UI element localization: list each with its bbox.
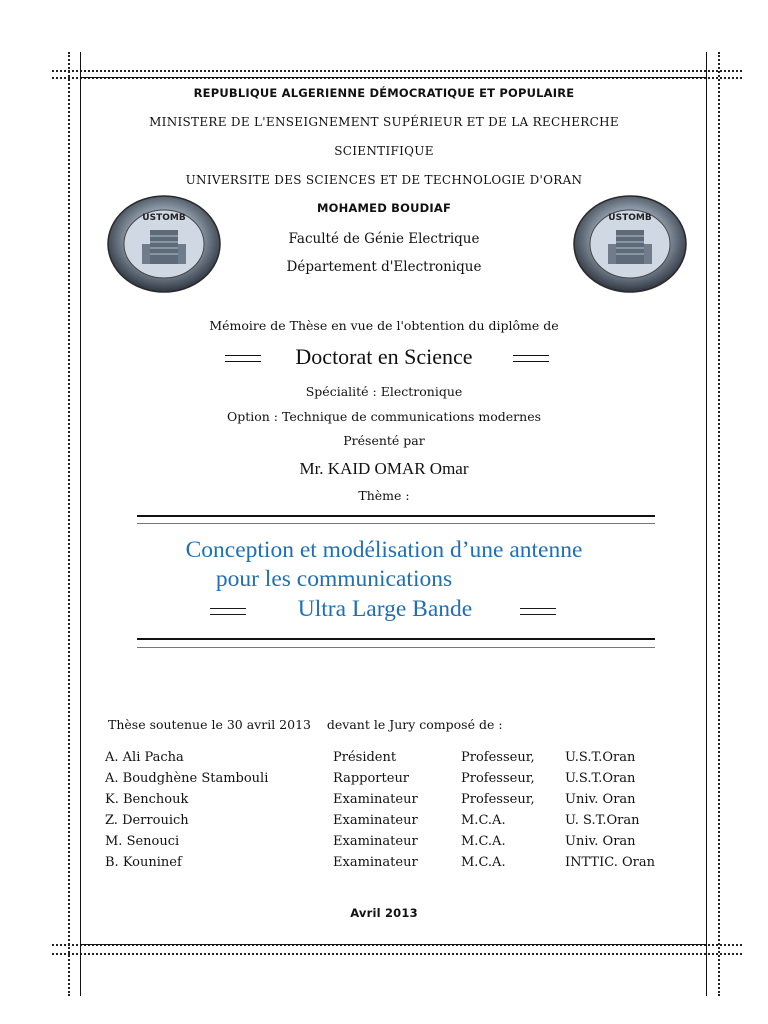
header-university-name: MOHAMED BOUDIAF <box>316 201 452 215</box>
defense-intro: Thèse soutenue le 30 avril 2013 devant le Jury composé de : <box>108 717 503 732</box>
jury-member-institution: U. S.T.Oran <box>565 813 640 828</box>
university-seal-left <box>106 194 222 294</box>
jury-member-institution: U.S.T.Oran <box>565 750 636 765</box>
frame-bottom-dotted-outer <box>52 953 742 955</box>
jury-member-role: Examinateur <box>333 834 418 849</box>
degree-title: Doctorat en Science <box>295 344 473 369</box>
jury-row <box>0 750 768 771</box>
author-name: Mr. KAID OMAR Omar <box>299 459 469 478</box>
title-rule-top-thin <box>137 523 655 524</box>
faculty-name: Faculté de Génie Electrique <box>288 231 480 247</box>
jury-member-role: Président <box>333 750 397 765</box>
header-ministry: MINISTERE DE L'ENSEIGNEMENT SUPÉRIEUR ET DE LA RECHERCHE <box>149 115 619 129</box>
thesis-title-line1: Conception et modélisation d’une antenne <box>185 537 583 563</box>
jury-member-institution: U.S.T.Oran <box>565 771 636 786</box>
jury-member-role: Examinateur <box>333 792 418 807</box>
frame-bottom-solid <box>80 944 707 945</box>
frame-top-dotted-outer <box>52 70 742 72</box>
jury-row <box>0 855 768 876</box>
jury-member-rank: Professeur, <box>461 792 535 807</box>
degree-right-ornament <box>513 355 549 362</box>
jury-row <box>0 792 768 813</box>
footer-date: Avril 2013 <box>350 906 418 920</box>
option: Option : Technique de communications modernes <box>226 409 542 424</box>
thesis-title-line3: Ultra Large Bande <box>297 596 473 622</box>
jury-member-rank: Professeur, <box>461 771 535 786</box>
jury-member-name: Z. Derrouich <box>105 813 189 828</box>
jury-member-rank: M.C.A. <box>461 813 506 828</box>
jury-member-rank: M.C.A. <box>461 855 506 870</box>
frame-top-solid <box>80 77 707 78</box>
title-right-ornament <box>520 608 556 615</box>
title-rule-bottom-thin <box>137 647 655 648</box>
title-rule-bottom <box>137 638 655 640</box>
department-name: Département d'Electronique <box>286 259 482 275</box>
jury-member-role: Examinateur <box>333 855 418 870</box>
jury-member-name: A. Ali Pacha <box>105 750 184 765</box>
jury-member-name: M. Senouci <box>105 834 180 849</box>
seal-right-text: USTOMB <box>608 213 652 223</box>
jury-row <box>0 813 768 834</box>
university-seal-right <box>572 194 688 294</box>
jury-member-institution: INTTIC. Oran <box>565 855 655 870</box>
jury-member-role: Examinateur <box>333 813 418 828</box>
speciality: Spécialité : Electronique <box>305 384 463 399</box>
jury-member-role: Rapporteur <box>333 771 410 786</box>
jury-member-institution: Univ. Oran <box>565 834 636 849</box>
header-republic: REPUBLIQUE ALGERIENNE DÉMOCRATIQUE ET POPULAIRE <box>193 86 575 100</box>
title-rule-top <box>137 515 655 517</box>
thesis-title-line2: pour les communications <box>215 566 453 592</box>
jury-member-name: A. Boudghène Stambouli <box>105 771 269 786</box>
jury-member-name: B. Kouninef <box>105 855 182 870</box>
jury-row <box>0 771 768 792</box>
theme-label: Thème : <box>358 488 410 503</box>
jury-member-rank: M.C.A. <box>461 834 506 849</box>
presented-by: Présenté par <box>343 433 425 448</box>
seal-left-text: USTOMB <box>142 213 186 223</box>
jury-member-institution: Univ. Oran <box>565 792 636 807</box>
jury-row <box>0 834 768 855</box>
jury-member-rank: Professeur, <box>461 750 535 765</box>
jury-member-name: K. Benchouk <box>105 792 189 807</box>
header-university: UNIVERSITE DES SCIENCES ET DE TECHNOLOGIE D'ORAN <box>185 173 583 187</box>
thesis-purpose: Mémoire de Thèse en vue de l'obtention du diplôme de <box>209 318 559 333</box>
header-ministry-cont: SCIENTIFIQUE <box>334 144 434 158</box>
